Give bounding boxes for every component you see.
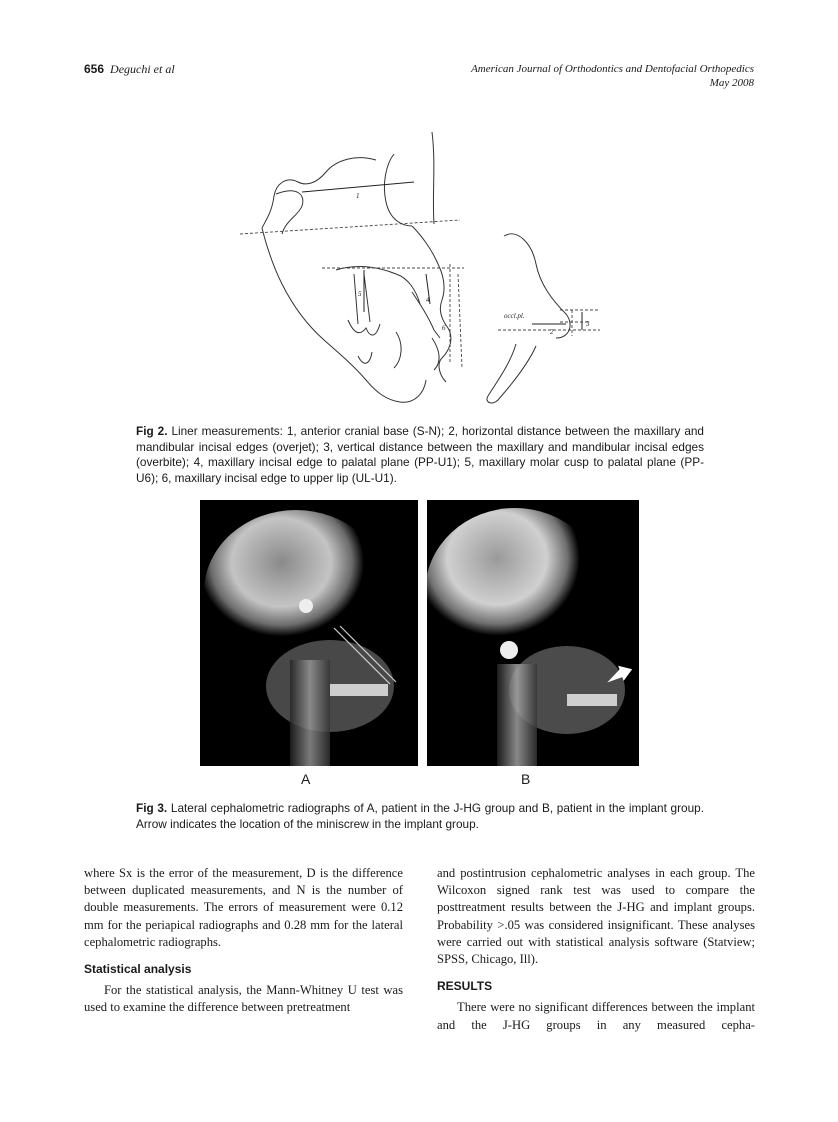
orbit-outline [384, 154, 412, 226]
running-header-right [471, 62, 754, 90]
lower-incisor-detail [487, 344, 536, 403]
author-names: Deguchi et al [110, 62, 175, 76]
left-paragraph-1: where Sx is the error of the measurement, D is the difference between duplicated measurements, and N is the number of double measurements. The errors of measurement were 0.12 mm for the periapical radiographs and 0.28 mm for the lateral cephalometric radiographs. [84, 866, 403, 949]
label-5: 5 [358, 290, 362, 298]
soft-tissue-profile [412, 226, 451, 382]
label-1: 1 [356, 192, 360, 200]
results-heading: RESULTS [437, 979, 493, 994]
statistical-analysis-heading: Statistical analysis [84, 962, 192, 977]
body-column-left [84, 865, 403, 1017]
page-number: 656 [84, 62, 105, 76]
occlusal-plane-label: occl.pl. [504, 312, 525, 320]
molar-tooth [354, 274, 370, 324]
s-n-reference-line [240, 220, 460, 234]
radiograph-panel-a [200, 500, 418, 766]
figure-3-label: Fig 3. [136, 801, 168, 815]
panel-a-label: A [301, 771, 311, 787]
radiograph-panel-b [427, 500, 639, 766]
figure-3-caption [136, 801, 704, 832]
body-column-right [437, 865, 755, 1034]
panel-b-label: B [521, 771, 531, 787]
palate-outline [336, 267, 420, 304]
right-paragraph-2: There were no significant differences between the implant and the J-HG groups in any measured cepha- [437, 1000, 755, 1032]
figure-2-caption-text: Liner measurements: 1, anterior cranial base (S-N); 2, horizontal distance between the maxillary and mandibular incisal edges (overjet); 3, vertical distance between the maxillary and mandibular incisal edges (overbite); 4, maxillary incisal edge to palatal plane (PP-U1); 5, maxillary molar cusp to palatal plane (PP-U6); 6, maxillary incisal edge to upper lip (UL-U1). [136, 424, 704, 485]
figure-3-caption-text: Lateral cephalometric radiographs of A, patient in the J-HG group and B, patient in the implant group. Arrow indicates the location of the miniscrew in the implant group. [136, 801, 704, 831]
label-2: 2 [550, 328, 554, 336]
forehead-profile-line [432, 132, 434, 224]
journal-title: American Journal of Orthodontics and Dentofacial Orthopedics [471, 63, 754, 75]
left-paragraph-2: For the statistical analysis, the Mann-Whitney U test was used to examine the difference between pretreatment [84, 983, 403, 1015]
mandible-outline [262, 228, 426, 402]
issue-date: May 2008 [709, 77, 754, 89]
label-6: 6 [442, 324, 446, 332]
measurement-1-line [302, 182, 414, 192]
label-3: 3 [586, 320, 590, 328]
right-paragraph-1: and postintrusion cephalometric analyses in each group. The Wilcoxon signed rank test was used to compare the posttreatment results between the J-HG and implant groups. Probability >.05 was considered insignificant. These analyses were carried out with statistical analysis software (Statview; SPSS, Chicago, Ill). [437, 866, 755, 967]
running-header-left [84, 62, 175, 77]
figure-2-label: Fig 2. [136, 424, 168, 438]
cephalometric-tracing-diagram [236, 124, 612, 408]
figure-2-caption [136, 424, 704, 486]
label-4: 4 [426, 296, 430, 304]
